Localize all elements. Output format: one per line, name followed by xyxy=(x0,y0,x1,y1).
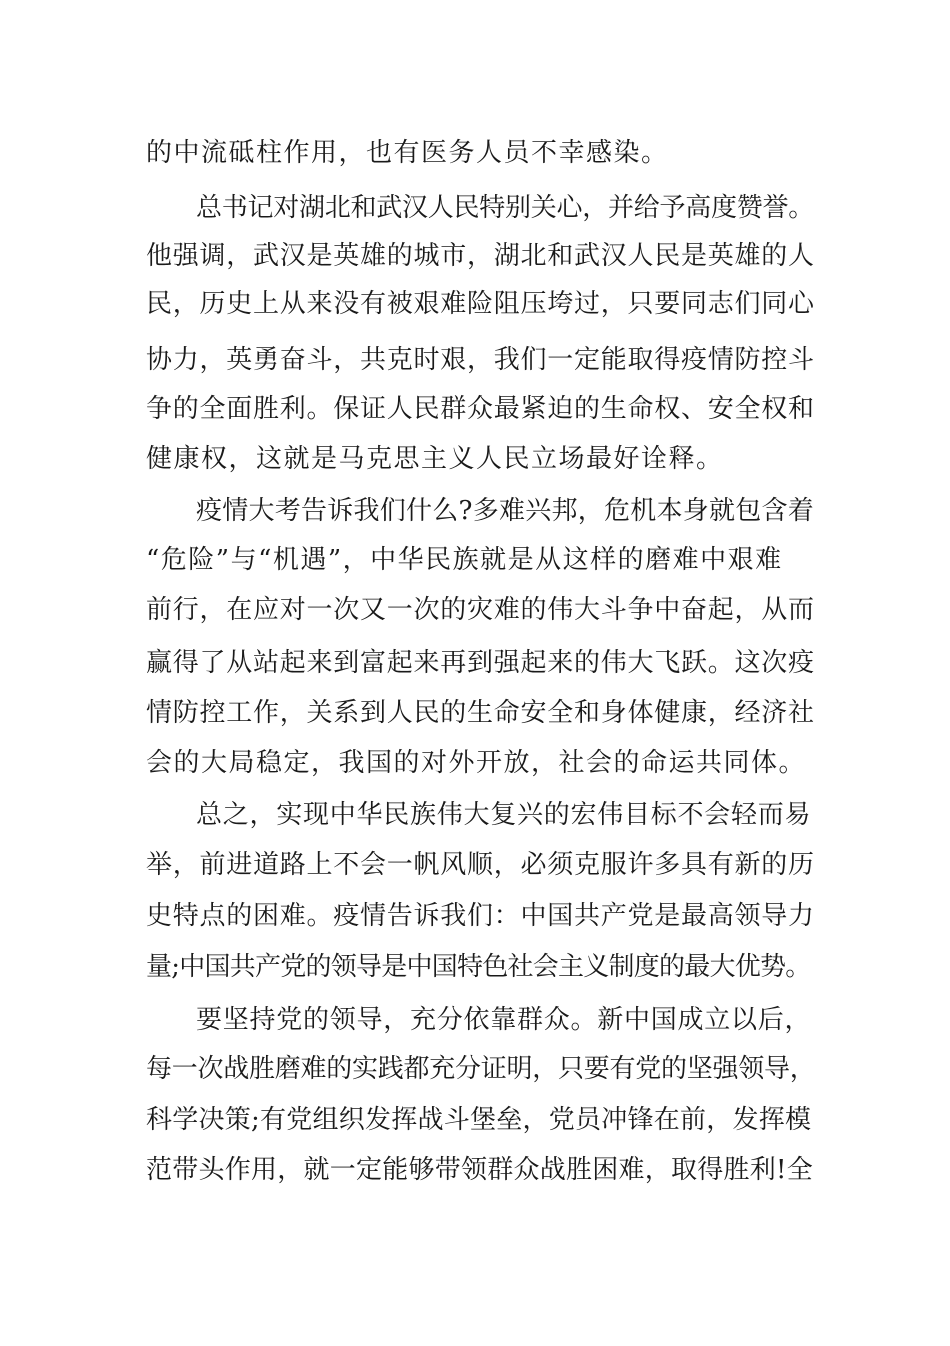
text-line: 他强调，武汉是英雄的城市，湖北和武汉人民是英雄的人 xyxy=(146,241,815,271)
text-line: 举，前进道路上不会一帆风顺，必须克服许多具有新的历 xyxy=(146,850,815,880)
paragraph-first-line: 疫情大考告诉我们什么?多难兴邦，危机本身就包含着 xyxy=(196,496,814,526)
text-line: 范带头作用，就一定能够带领群众战胜困难，取得胜利!全 xyxy=(146,1155,813,1185)
text-line: 量;中国共产党的领导是中国特色社会主义制度的最大优势。 xyxy=(146,952,811,982)
paragraph-first-line: 总之，实现中华民族伟大复兴的宏伟目标不会轻而易 xyxy=(196,800,812,830)
text-line: 科学决策;有党组织发挥战斗堡垒，党员冲锋在前，发挥模 xyxy=(146,1105,812,1135)
text-line: 协力，英勇奋斗，共克时艰，我们一定能取得疫情防控斗 xyxy=(146,345,815,375)
text-line: 会的大局稳定，我国的对外开放，社会的命运共同体。 xyxy=(146,748,807,778)
text-line: 前行，在应对一次又一次的灾难的伟大斗争中奋起，从而 xyxy=(146,595,815,625)
text-line: 的中流砥柱作用，也有医务人员不幸感染。 xyxy=(146,138,669,168)
text-line: 争的全面胜利。保证人民群众最紧迫的生命权、安全权和 xyxy=(146,394,815,424)
text-line: 情防控工作，关系到人民的生命安全和身体健康，经济社 xyxy=(146,698,815,728)
text-line: 赢得了从站起来到富起来再到强起来的伟大飞跃。这次疫 xyxy=(146,648,815,678)
text-line: 民，历史上从来没有被艰难险阻压垮过，只要同志们同心 xyxy=(146,289,815,319)
paragraph-first-line: 要坚持党的领导，充分依靠群众。新中国成立以后， xyxy=(196,1005,812,1035)
text-line: 健康权，这就是马克思主义人民立场最好诠释。 xyxy=(146,444,724,474)
text-line: 史特点的困难。疫情告诉我们：中国共产党是最高领导力 xyxy=(146,901,815,931)
text-line: “危险”与“机遇”，中华民族就是从这样的磨难中艰难 xyxy=(146,545,783,575)
paragraph-first-line: 总书记对湖北和武汉人民特别关心，并给予高度赞誉。 xyxy=(196,193,815,223)
text-line: 每一次战胜磨难的实践都充分证明，只要有党的坚强领导， xyxy=(146,1054,816,1084)
